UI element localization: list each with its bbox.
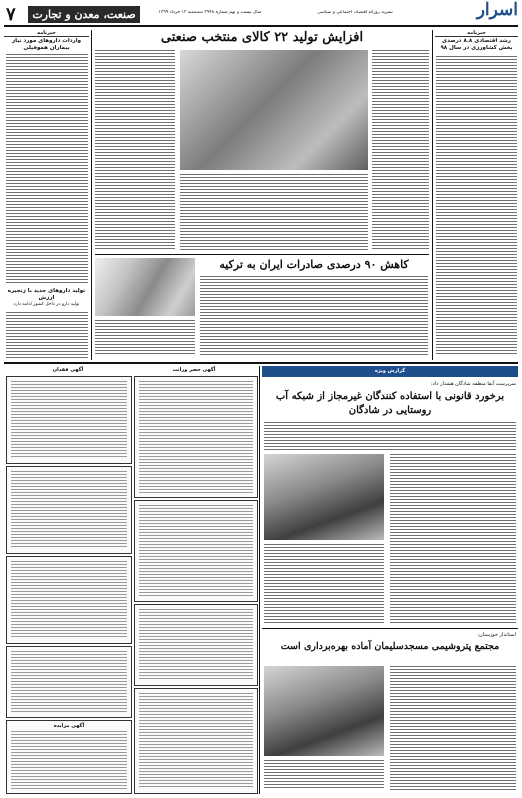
fourth-story-photo (264, 666, 384, 756)
ad-box-8 (134, 604, 258, 686)
left-column-divider (91, 30, 92, 360)
left-column-label: خبرنامه (4, 30, 89, 37)
right-side-column (435, 30, 518, 360)
masthead-rule (4, 25, 518, 27)
left-column-text-2 (6, 312, 88, 358)
right-column-divider (432, 30, 433, 360)
main-story-text-bottom (180, 174, 368, 250)
left-side-column (4, 30, 89, 360)
fourth-story-headline: مجتمع پتروشیمی مسجدسلیمان آماده بهره‌برداری است (280, 641, 500, 652)
main-story-text-right (372, 50, 429, 250)
special-report-kicker: سرپرست آبفا منطقه شادگان هشدار داد: (430, 381, 516, 387)
left-column-subhead: تولید دارو در داخل کشور ادامه دارد (13, 302, 80, 307)
ad-box-5 (6, 720, 132, 794)
main-story-text-left (95, 50, 175, 250)
second-story-photo (95, 258, 195, 316)
section-title: صنعت، معدن و تجارت (28, 6, 140, 23)
lower-column-divider (259, 366, 260, 794)
upper-lower-divider (4, 362, 518, 364)
newspaper-logo: اسرار (476, 0, 518, 20)
fourth-story-text-right (390, 666, 516, 790)
right-column-text (436, 56, 517, 356)
special-report-text-left (264, 544, 384, 624)
ad-box-2 (6, 466, 132, 554)
right-column-label: خبرنامه (435, 30, 518, 37)
ad-box-7 (134, 500, 258, 602)
special-report-photo (264, 454, 384, 540)
second-headline: کاهش ۹۰ درصدی صادرات ایران به ترکیه (219, 258, 409, 271)
special-report-intro-text (264, 422, 516, 450)
ad-notice-title: آگهی مزایده (53, 723, 85, 729)
left-column-text-1 (6, 54, 88, 284)
special-report-section (262, 366, 518, 794)
fourth-story-text-left (264, 760, 384, 790)
issue-line: سال بیست و نهم شماره ۳۹۴۸ سه‌شنبه ۱۳ خرداد ۱۳۹۹ (158, 10, 262, 15)
fourth-story-kicker: استاندار خوزستان: (477, 632, 516, 638)
special-report-headline: برخورد قانونی با استفاده کنندگان غیرمجاز از شبکه آب روستایی در شادگان (275, 391, 505, 416)
page-number: ۷ (6, 4, 16, 25)
special-report-text-right (390, 454, 516, 624)
right-column-headline: رشد اقتصادی ۸.۸ درصدی بخش کشاورزی در سال ۹۸ (440, 38, 513, 51)
ads-header-left: آگهی فقدان (52, 367, 84, 373)
ad-box-4 (6, 646, 132, 718)
ad-box-9 (134, 688, 258, 794)
ads-header-right: آگهی حصر وراثت (172, 367, 216, 373)
main-story-rule (95, 254, 429, 255)
left-column-headline-2: تولید داروهای جدید با زنجیره ارزش (7, 288, 86, 301)
special-report-label: گزارش ویژه (374, 368, 406, 374)
ad-box-3 (6, 556, 132, 644)
ad-box-6 (134, 376, 258, 498)
ad-box-1 (6, 376, 132, 464)
second-story-text (200, 276, 428, 356)
left-column-headline: واردات داروهای مورد نیاز بیماران هموفیلی (11, 38, 82, 51)
main-story-photo (180, 50, 368, 170)
tagline: نشریه روزانه اقتصاد، اجتماعی و سیاسی (317, 10, 393, 15)
main-headline: افزایش تولید ۲۲ کالای منتخب صنعتی (160, 30, 364, 45)
special-report-rule (262, 628, 518, 629)
second-story-text-left (95, 320, 195, 356)
